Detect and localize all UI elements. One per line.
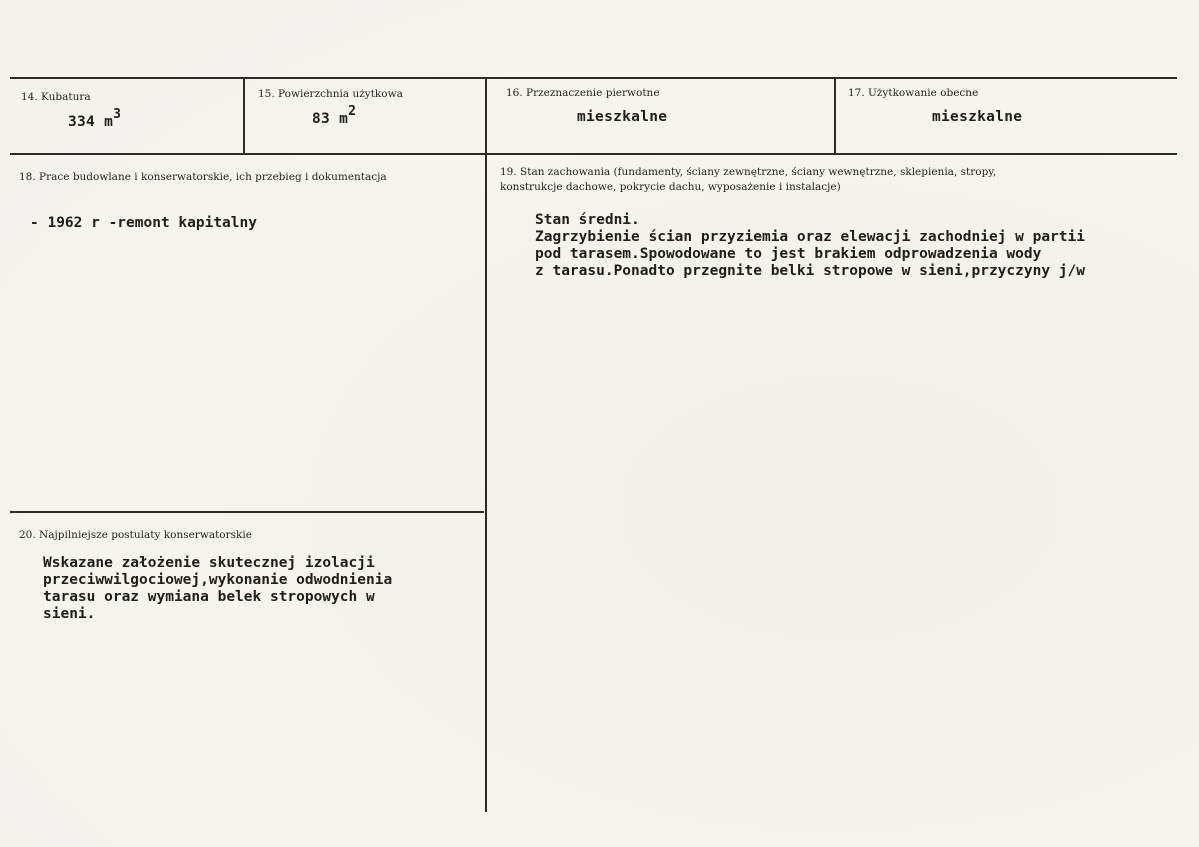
- column-rule-1: [243, 78, 245, 154]
- field-14-exponent: 3: [113, 107, 122, 122]
- field-19-line: Stan średni.: [535, 212, 640, 228]
- field-20-line: tarasu oraz wymiana belek stropowych w: [43, 589, 375, 605]
- field-15-label: 15. Powierzchnia użytkowa: [258, 88, 403, 100]
- field-14-value: [68, 107, 122, 130]
- field-19-text: [535, 212, 1085, 280]
- column-rule-3: [834, 78, 836, 154]
- field-19-line: Zagrzybienie ścian przyziemia oraz elewacji zachodniej w partii: [535, 229, 1085, 245]
- left-column-divider: [10, 511, 484, 513]
- field-18-label: 18. Prace budowlane i konserwatorskie, ich przebieg i dokumentacja: [19, 171, 387, 183]
- column-rule-2: [485, 78, 487, 812]
- field-18-text: [30, 215, 257, 232]
- field-19-line: z tarasu.Ponadto przegnite belki stropowe w sieni,przyczyny j/w: [535, 263, 1085, 279]
- field-17-label: 17. Użytkowanie obecne: [848, 87, 979, 99]
- field-14-number: 334 m: [68, 114, 114, 130]
- field-16-value: mieszkalne: [577, 109, 668, 125]
- field-19-label-line-2: konstrukcje dachowe, pokrycie dachu, wyposażenie i instalacje): [500, 181, 841, 193]
- row-divider: [10, 153, 1177, 155]
- field-15-exponent: 2: [348, 104, 357, 119]
- top-rule: [10, 77, 1177, 79]
- field-17-value: mieszkalne: [932, 109, 1023, 125]
- field-20-line: przeciwwilgociowej,wykonanie odwodnienia: [43, 572, 393, 588]
- field-14-label: 14. Kubatura: [21, 91, 91, 103]
- field-19-label-line-1: 19. Stan zachowania (fundamenty, ściany zewnętrzne, ściany wewnętrzne, sklepienia, stropy,: [500, 166, 997, 178]
- field-15-value: [312, 104, 357, 127]
- field-16-label: 16. Przeznaczenie pierwotne: [506, 87, 660, 99]
- field-20-line: Wskazane założenie skutecznej izolacji: [43, 555, 375, 571]
- field-19-line: pod tarasem.Spowodowane to jest brakiem odprowadzenia wody: [535, 246, 1042, 262]
- field-20-text: [43, 555, 392, 623]
- field-18-line: - 1962 r -remont kapitalny: [30, 215, 257, 231]
- field-20-line: sieni.: [43, 606, 96, 622]
- field-15-number: 83 m: [312, 111, 349, 127]
- field-20-label: 20. Najpilniejsze postulaty konserwatorskie: [19, 529, 252, 541]
